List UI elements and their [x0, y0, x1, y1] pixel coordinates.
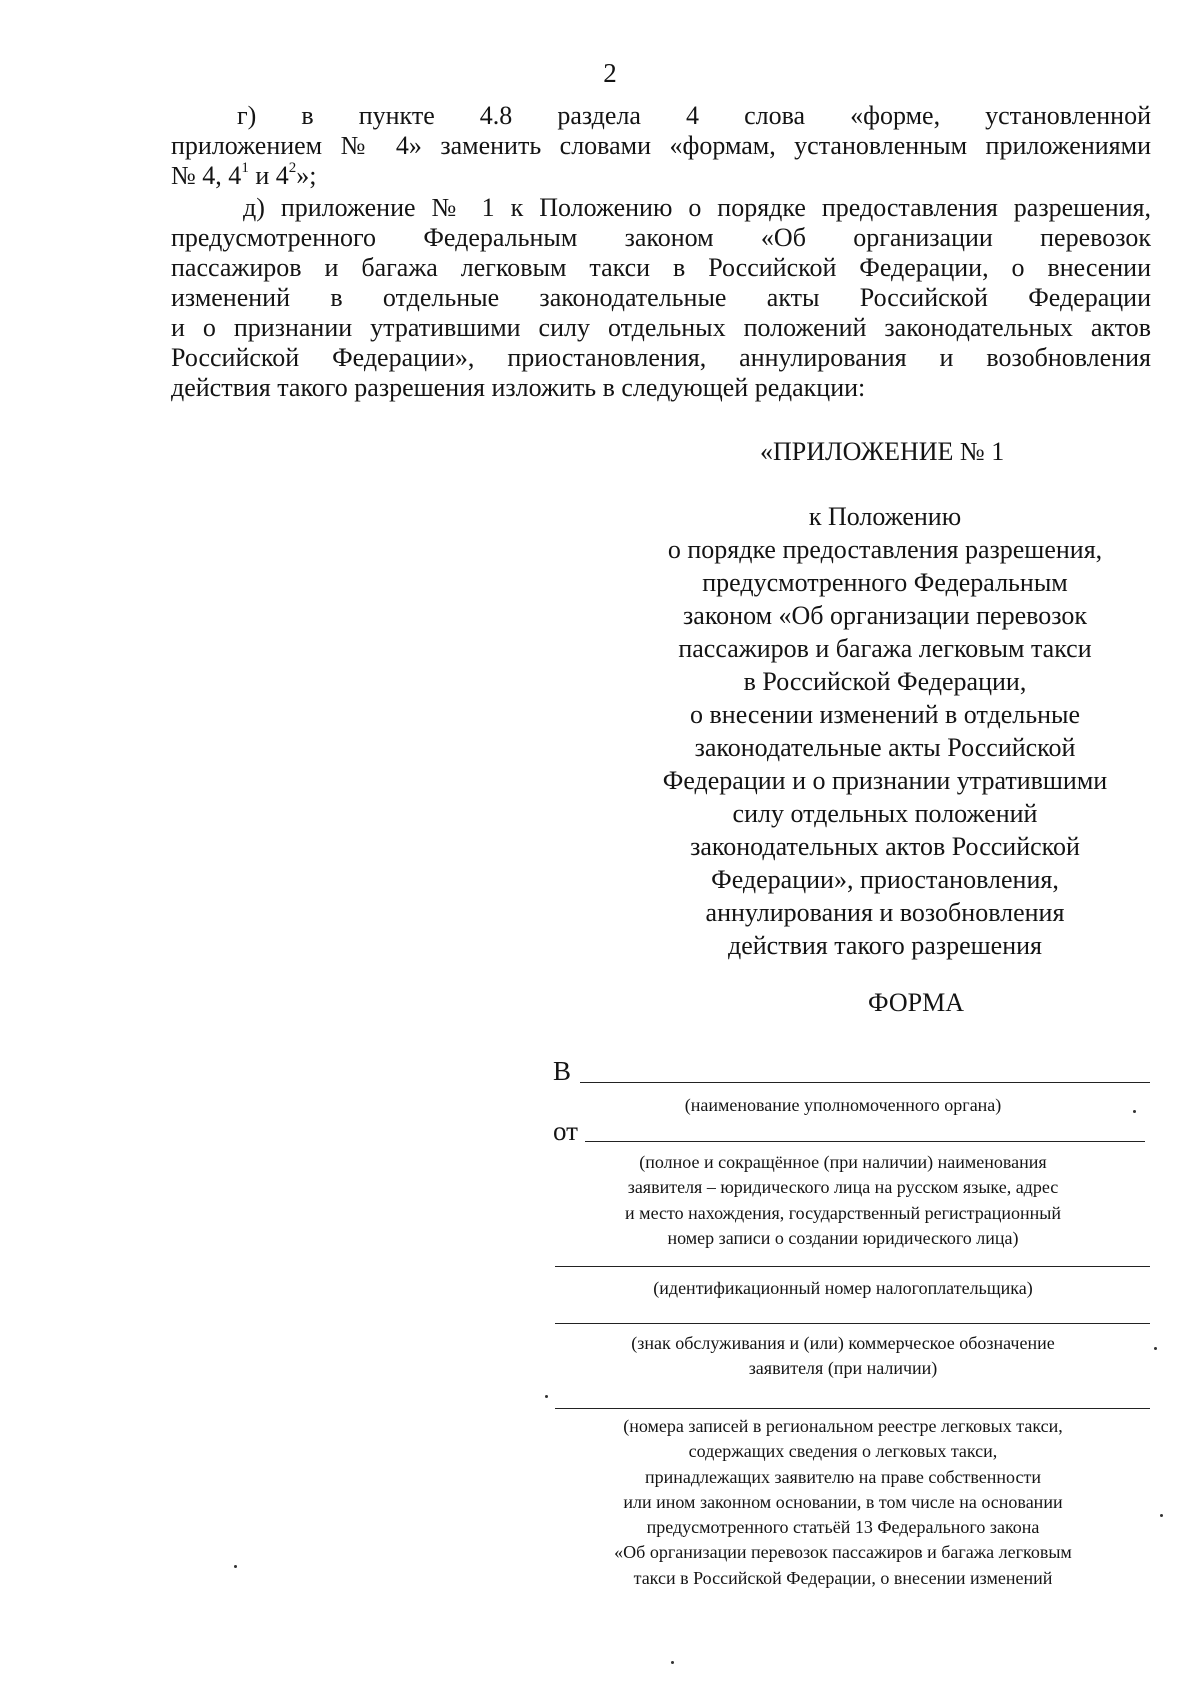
reference-line: законодательных актов Российской [690, 832, 1080, 861]
paragraph-d-line: и о признании утратившими силу отдельных положений законодательных актов [171, 313, 1151, 342]
caption-line: (идентификационный номер налогоплательщика) [653, 1278, 1033, 1298]
reference-line: о внесении изменений в отдельные [690, 700, 1080, 729]
caption-line: такси в Российской Федерации, о внесении изменений [633, 1567, 1053, 1588]
caption-line: принадлежащих заявителю на праве собственности [645, 1466, 1041, 1487]
caption-line: содержащих сведения о легковых такси, [688, 1441, 998, 1462]
inn-field-line[interactable] [555, 1266, 1150, 1267]
page-number: 2 [603, 58, 617, 88]
from-field-line[interactable] [585, 1141, 1145, 1142]
scan-speck [1133, 1110, 1136, 1113]
reference-line: Федерации и о признании утратившими [662, 766, 1108, 795]
paragraph-g-text: »; [296, 161, 317, 190]
caption-line: заявителя (при наличии) [748, 1358, 938, 1379]
scan-speck [1160, 1514, 1163, 1517]
inn-caption [553, 1276, 1133, 1301]
reference-line: законом «Об организации перевозок [683, 601, 1087, 630]
paragraph-d [171, 193, 1151, 403]
caption-line: предусмотренного статьёй 13 Федерального закона [646, 1517, 1040, 1538]
scan-speck [671, 1661, 674, 1664]
registry-caption [553, 1414, 1133, 1591]
paragraph-g [171, 101, 1151, 191]
to-label: В [553, 1056, 572, 1086]
scan-speck [545, 1395, 548, 1398]
reference-line: действия такого разрешения [728, 931, 1042, 960]
caption-line: (полное и сокращённое (при наличии) наименования [639, 1152, 1047, 1172]
form-title: ФОРМА [868, 988, 964, 1017]
paragraph-d-line: изменений в отдельные законодательные акты Российской Федерации [171, 283, 1151, 312]
paragraph-g-line: г) в пункте 4.8 раздела 4 слова «форме, установленной [237, 101, 1151, 130]
paragraph-g-last-line [171, 161, 1151, 191]
paragraph-d-line: предусмотренного Федеральным законом «Об организации перевозок [171, 223, 1151, 252]
caption-line: (знак обслуживания и (или) коммерческое обозначение [631, 1333, 1055, 1353]
reference-line: силу отдельных положений [732, 799, 1038, 828]
caption-line: «Об организации перевозок пассажиров и багажа легковым [614, 1542, 1072, 1563]
from-caption [553, 1150, 1133, 1251]
to-field-line[interactable] [580, 1082, 1150, 1083]
superscript: 1 [241, 160, 249, 177]
reference-line: аннулирования и возобновления [705, 898, 1065, 927]
from-label: от [553, 1116, 578, 1146]
reference-line: о порядке предоставления разрешения, [667, 535, 1103, 564]
paragraph-d-line: действия такого разрешения изложить в следующей редакции: [171, 373, 866, 402]
caption-line: номер записи о создании юридического лица) [667, 1227, 1019, 1248]
to-caption [553, 1093, 1133, 1118]
reference-line: законодательные акты Российской [694, 733, 1076, 762]
appendix-heading: «ПРИЛОЖЕНИЕ № 1 [760, 437, 1005, 466]
appendix-reference [640, 500, 1130, 962]
paragraph-d-line: Российской Федерации», приостановления, аннулирования и возобновления [171, 343, 1151, 372]
scan-speck [234, 1565, 237, 1568]
paragraph-d-line: пассажиров и багажа легковым такси в Российской Федерации, о внесении [171, 253, 1151, 282]
paragraph-d-line: д) приложение № 1 к Положению о порядке предоставления разрешения, [243, 193, 1151, 222]
service-mark-field-line[interactable] [555, 1323, 1150, 1324]
paragraph-g-line: приложением № 4» заменить словами «формам, установленным приложениями [171, 131, 1151, 160]
reference-line: предусмотренного Федеральным [702, 568, 1068, 597]
paragraph-g-text: № 4, 4 [171, 161, 242, 190]
caption-line: или ином законном основании, в том числе на основании [623, 1491, 1063, 1512]
reference-line: к Положению [808, 502, 962, 531]
caption-line: и место нахождения, государственный регистрационный [625, 1202, 1061, 1223]
paragraph-g-text: и 4 [248, 161, 289, 190]
service-mark-caption [553, 1331, 1133, 1382]
caption-line: заявителя – юридического лица на русском языке, адрес [627, 1177, 1059, 1198]
superscript: 2 [288, 160, 297, 177]
caption-line: (номера записей в региональном реестре легковых такси, [623, 1416, 1063, 1436]
reference-line: в Российской Федерации, [743, 667, 1027, 696]
registry-field-line[interactable] [555, 1408, 1150, 1409]
reference-line: пассажиров и багажа легковым такси [678, 634, 1092, 663]
caption-line: (наименование уполномоченного органа) [684, 1095, 1002, 1115]
reference-line: Федерации», приостановления, [711, 865, 1059, 894]
scan-speck [1154, 1347, 1157, 1350]
